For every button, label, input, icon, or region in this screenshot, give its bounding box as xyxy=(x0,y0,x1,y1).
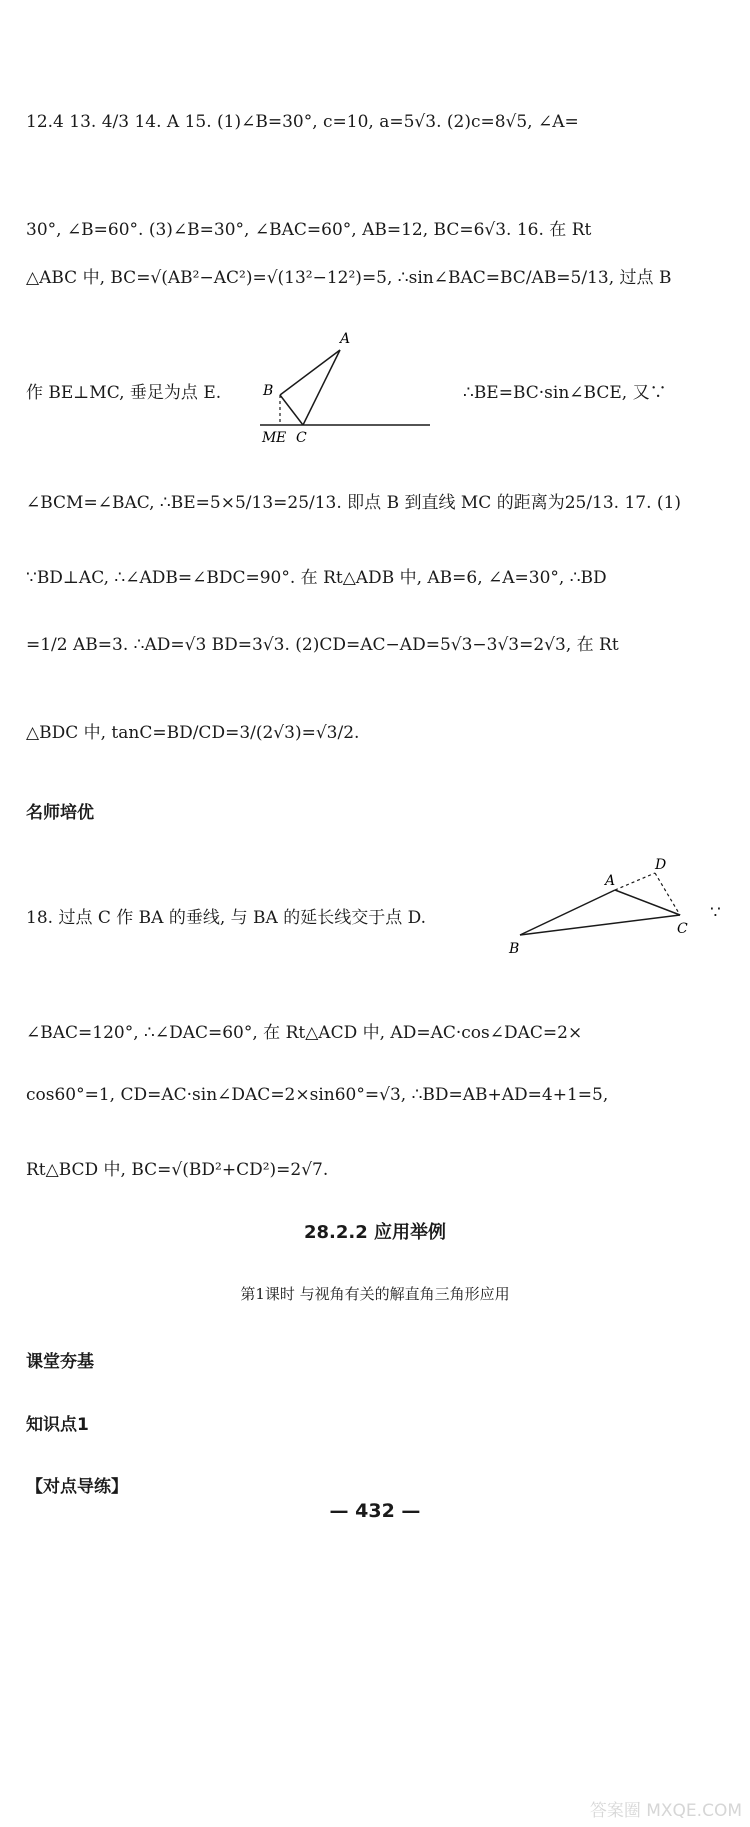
fig2-label-B: B xyxy=(509,941,520,957)
q18-line-2: ∠BAC=120°, ∴∠DAC=60°, 在 Rt△ACD 中, AD=AC·cos∠DAC=2× xyxy=(26,1023,583,1043)
page-number: — 432 — xyxy=(329,1500,421,1522)
section-famous-teacher: 名师培优 xyxy=(26,803,94,823)
watermark: 答案圈 MXQE.COM xyxy=(589,1801,742,1821)
triangle-figure-2 xyxy=(505,855,705,960)
lesson-title: 第1课时 与视角有关的解直角三角形应用 xyxy=(240,1285,510,1303)
class-basics-heading: 课堂夯基 xyxy=(26,1352,94,1372)
fig1-label-M: M xyxy=(262,430,277,446)
q18-line-1: 18. 过点 C 作 BA 的垂线, 与 BA 的延长线交于点 D. xyxy=(26,908,427,928)
fig1-label-A: A xyxy=(340,331,351,347)
answer-line-7: =1/2 AB=3. ∴AD=√3 BD=3√3. (2)CD=AC−AD=5√3−3√3=2√3, 在 Rt xyxy=(26,635,619,655)
answer-line-1: 12.4 13. 4/3 14. A 15. (1)∠B=30°, c=10, a=5√3. (2)c=8√5, ∠A= xyxy=(26,112,579,132)
practice-heading: 【对点导练】 xyxy=(26,1477,128,1497)
answer-line-3: △ABC 中, BC=√(AB²−AC²)=√(13²−12²)=5, ∴sin∠BAC=BC/AB=5/13, 过点 B xyxy=(26,268,672,288)
fig2-label-A: A xyxy=(605,873,616,889)
section-heading: 28.2.2 应用举例 xyxy=(303,1222,447,1243)
q18-line-4: Rt△BCD 中, BC=√(BD²+CD²)=2√7. xyxy=(26,1160,329,1180)
answer-line-6: ∵BD⊥AC, ∴∠ADB=∠BDC=90°. 在 Rt△ADB 中, AB=6, ∠A=30°, ∴BD xyxy=(26,568,607,588)
fig1-label-B: B xyxy=(263,383,274,399)
fig2-label-C: C xyxy=(677,921,688,937)
q18-line-1-right: ∵ xyxy=(710,903,721,923)
fig2-label-D: D xyxy=(655,857,667,873)
fig1-label-C: C xyxy=(296,430,307,446)
fig1-label-E: E xyxy=(276,430,287,446)
answer-line-2: 30°, ∠B=60°. (3)∠B=30°, ∠BAC=60°, AB=12, BC=6√3. 16. 在 Rt xyxy=(26,220,592,240)
q18-line-3: cos60°=1, CD=AC·sin∠DAC=2×sin60°=√3, ∴BD=AB+AD=4+1=5, xyxy=(26,1085,609,1105)
answer-line-4-right: ∴BE=BC·sin∠BCE, 又∵ xyxy=(463,383,667,403)
triangle-figure-1 xyxy=(260,325,440,455)
knowledge-point: 知识点1 xyxy=(26,1415,89,1435)
answer-line-4-left: 作 BE⊥MC, 垂足为点 E. xyxy=(26,383,222,403)
answer-line-8: △BDC 中, tanC=BD/CD=3/(2√3)=√3/2. xyxy=(26,723,360,743)
answer-line-5: ∠BCM=∠BAC, ∴BE=5×5/13=25/13. 即点 B 到直线 MC 的距离为25/13. 17. (1) xyxy=(26,493,682,513)
